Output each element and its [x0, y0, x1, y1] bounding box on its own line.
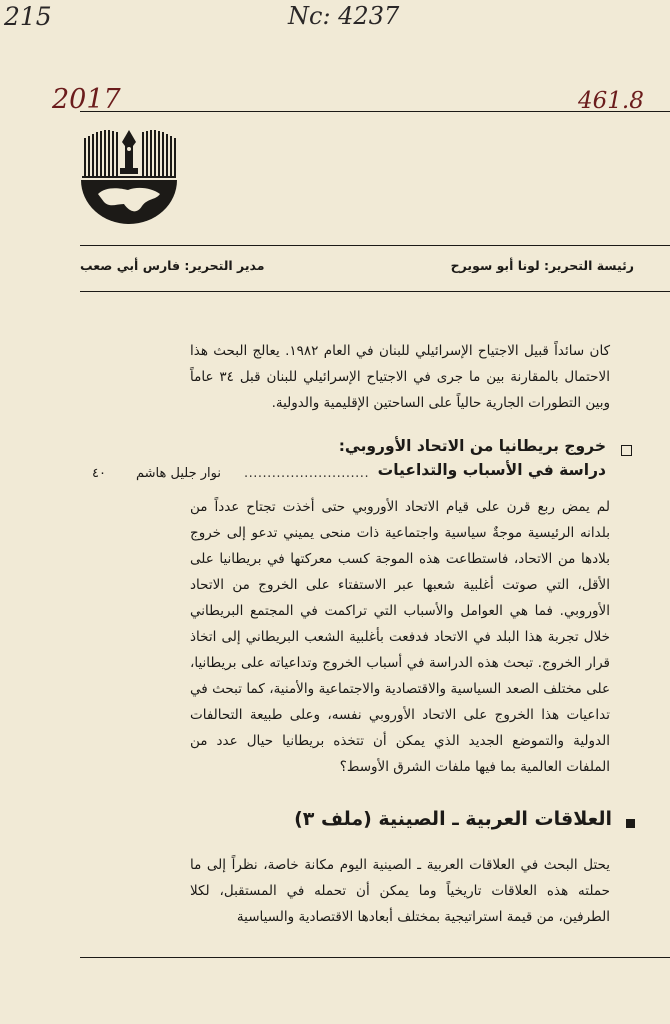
- handwritten-year: 2017: [52, 84, 121, 115]
- article-abstract: [190, 494, 610, 780]
- article-title-line1: خروج بريطانيا من الاتحاد الأوروبي:: [338, 437, 606, 455]
- section-title: العلاقات العربية ـ الصينية (ملف ٣): [294, 808, 612, 830]
- article-dots: ...........................: [244, 466, 370, 481]
- toc-bullet-box: [621, 445, 632, 456]
- intro-paragraph: [190, 338, 610, 416]
- managing-editor: مدير التحرير: فارس أبي صعب: [80, 258, 265, 273]
- article-abstract-text: لم يمض ربع قرن على قيام الاتحاد الأوروبي حتى أخذت تجتاح عدداً من بلدانه الرئيسية موجةٌ سياسية واجتماعية ذات منحى يميني تدعو إلى خروج بلادها من الاتحاد، فاستطاعت هذه الموجة كسب معركتها في بريطانيا على الأقل، التي صوتت أغلبية شعبها عبر الاستفتاء على الخروج من الاتحاد الأوروبي. فما هي العوامل والأسباب التي تراكمت في المجتمع البريطاني خلال تجربة هذا البلد في الاتحاد فدفعت بأغلبية الشعب البريطاني إلى اتخاذ قرار الخروج. تبحث هذه الدراسة في أسباب الخروج وتداعياته على بريطانيا، على مختلف الصعد السياسية والاقتصادية والاجتماعية والأمنية، كما تبحث في تداعيات هذا الخروج على الاتحاد الأوروبي نفسه، وعلى طبيعة التحالفات الدولية والتموضع الجديد الذي يمكن أن تتخذه بريطانيا حيال عدد من الملفات العالمية بما فيها ملفات الشرق الأوسط؟: [190, 499, 610, 775]
- section-intro: [190, 852, 610, 930]
- accession-number: Nc: 4237: [288, 2, 400, 30]
- section-bullet: [626, 819, 635, 828]
- article-page-number: ٤٠: [92, 466, 106, 481]
- masthead-top-rule: [80, 245, 670, 246]
- markaz-logo-icon: [80, 128, 178, 226]
- editor-in-chief: رئيسة التحرير: لونا أبو سويرح: [450, 258, 634, 273]
- masthead-bottom-rule: [80, 291, 670, 292]
- markaz-logo: [80, 128, 178, 226]
- bottom-rule: [80, 957, 670, 958]
- intro-paragraph-text: كان سائداً قبيل الاجتياح الإسرائيلي للبنان في العام ١٩٨٢. يعالج البحث هذا الاحتمال بالمقارنة بين ما جرى في الاجتياح الإسرائيلي للبنان قبل ٣٤ عاماً وبين التطورات الجارية حالياً على الساحتين الإقليمية والدولية.: [190, 343, 610, 411]
- top-rule: [80, 111, 670, 112]
- section-intro-text: يحتل البحث في العلاقات العربية ـ الصينية اليوم مكانة خاصة، نظراً إلى ما حملته هذه العلاقات تاريخياً وما يمكن أن تحمله في المستقبل، لكلا الطرفين، من قيمة استراتيجية بمختلف أبعادها الاقتصادية والسياسية: [190, 857, 610, 925]
- article-author: نوار جليل هاشم: [136, 466, 221, 481]
- article-title-line2: دراسة في الأسباب والتداعيات: [377, 461, 606, 479]
- handwritten-shelf-mark: 461.8: [578, 88, 644, 114]
- handwritten-number-215: 215: [4, 2, 52, 31]
